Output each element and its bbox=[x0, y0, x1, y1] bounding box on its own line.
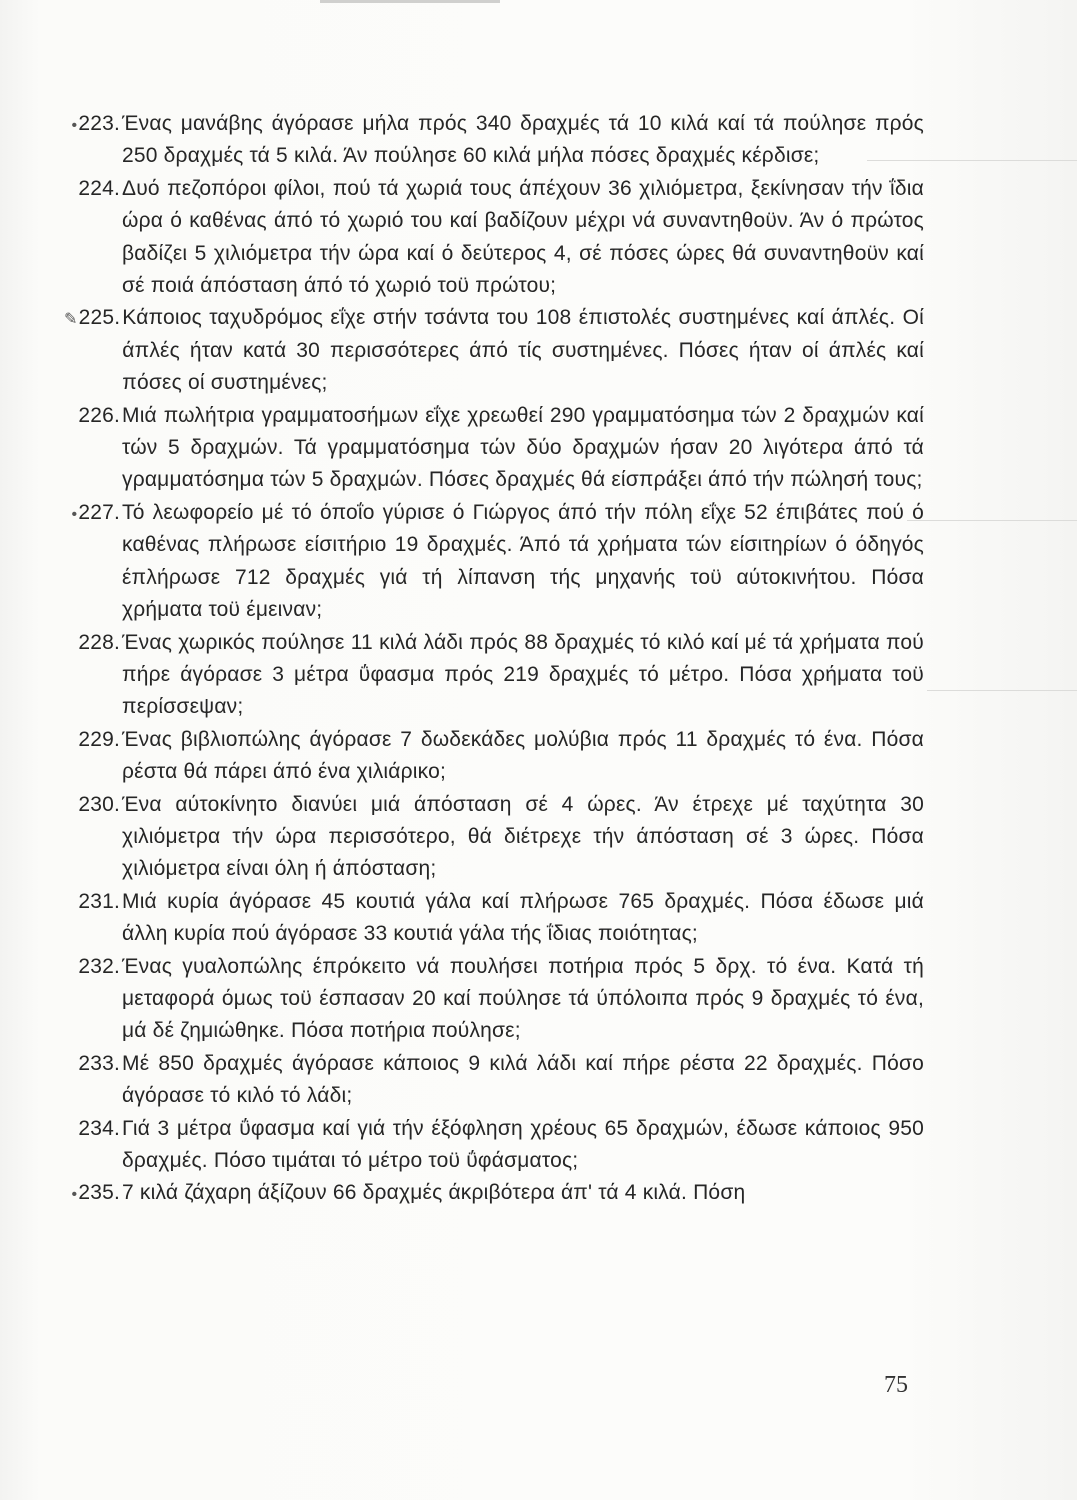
problem-number: •227. bbox=[71, 500, 120, 524]
problem-232 bbox=[64, 951, 924, 1048]
problem-text: 7 κιλά ζάχαρη άξίζουν 66 δραχμές άκριβότερα άπ' τά 4 κιλά. Πόση bbox=[122, 1181, 746, 1205]
problem-text: Δυό πεζοπόροι φίλοι, πού τά χωριά τους άπέχουν 36 χιλιόμετρα, ξεκίνησαν τήν ΐδια ώρα ό καθένας άπό τό χωριό του καί βαδίζουν μέχρι νά συναντηθοϋν. Άν ό πρώτος βαδίζει 5 χιλιόμετρα τήν ώρα καί ό δεύτερος 4, σέ πόσες ώρες θά συναντηθοϋν καί σέ ποιά άπόσταση άπό τό χωριό τοϋ πρώτου; bbox=[122, 176, 924, 298]
problem-number: 232. bbox=[78, 954, 120, 978]
page-top-edge bbox=[320, 0, 500, 3]
bleed-through-line bbox=[927, 690, 1077, 691]
problem-number: •223. bbox=[71, 112, 120, 135]
problem-234 bbox=[64, 1113, 924, 1178]
problem-228 bbox=[64, 627, 924, 724]
margin-mark-icon: • bbox=[71, 505, 78, 523]
problem-text: Κάποιος ταχυδρόμος εΐχε στήν τσάντα του 108 έπιστολές συστημένες καί άπλές. Οί άπλές ήταν κατά 30 περισσότερες άπό τίς συστημένες. Πόσες ήταν οί άπλές καί πόσες οί συστημένες; bbox=[122, 306, 924, 395]
problem-number: 231. bbox=[78, 889, 120, 913]
problem-number: 228. bbox=[78, 630, 120, 654]
margin-mark-icon: • bbox=[71, 1186, 78, 1204]
margin-mark-icon: ✎ bbox=[64, 311, 78, 329]
problem-235 bbox=[64, 1177, 924, 1211]
problem-text: Ένας χωρικός πούλησε 11 κιλά λάδι πρός 88 δραχμές τό κιλό καί μέ τά χρήματα πού πήρε άγόρασε 3 μέτρα ΰφασμα πρός 219 δραχμές τό μέτρο. Πόσα χρήματα τοϋ περίσσεψαν; bbox=[122, 630, 924, 719]
problem-number: 226. bbox=[78, 403, 120, 427]
problem-223 bbox=[64, 108, 924, 173]
problem-number: 229. bbox=[78, 727, 120, 751]
problem-229 bbox=[64, 724, 924, 789]
problem-number: 233. bbox=[78, 1051, 120, 1075]
problem-number: 234. bbox=[78, 1116, 120, 1140]
problem-text: Γιά 3 μέτρα ΰφασμα καί γιά τήν έξόφληση χρέους 65 δραχμών, έδωσε κάποιος 950 δραχμές. Πόσο τιμάται τό μέτρο τοϋ ΰφάσματος; bbox=[122, 1116, 924, 1172]
problem-230 bbox=[64, 789, 924, 886]
problem-text: Τό λεωφορείο μέ τό όποΐο γύρισε ό Γιώργος άπό τήν πόλη εΐχε 52 έπιβάτες πού ό καθένας πλήρωσε είσιτήριο 19 δραχμές. Άπό τά χρήματα τών είσιτηρίων ό όδηγός έπλήρωσε 712 δραχμές γιά τή λίπανση τής μηχανής τοϋ αύτοκινήτου. Πόσα χρήματα τοϋ έμειναν; bbox=[122, 500, 924, 622]
problem-text: Ένας γυαλοπώλης έπρόκειτο νά πουλήσει ποτήρια πρός 5 δρχ. τό ένα. Κατά τή μεταφορά όμως τοϋ έσπασαν 20 καί πούλησε τά ύπόλοιπα πρός 9 δραχμές τό ένα, μά δέ ζημιώθηκε. Πόσα ποτήρια πούλησε; bbox=[122, 954, 924, 1043]
problem-text: Μιά πωλήτρια γραμματοσήμων εΐχε χρεωθεί 290 γραμματόσημα τών 2 δραχμών καί τών 5 δραχμών. Τά γραμματόσημα τών δύο δραχμών ήσαν 20 λιγότερα άπό τά γραμματόσημα τών 5 δραχμών. Πόσες δραχμές θά είσπράξει άπό τήν πώλησή τους; bbox=[122, 403, 924, 492]
problem-227 bbox=[64, 497, 924, 627]
problem-233 bbox=[64, 1048, 924, 1113]
problem-text: Ένα αύτοκίνητο διανύει μιά άπόσταση σέ 4 ώρες. Άν έτρεχε μέ ταχύτητα 30 χιλιόμετρα τήν ώρα περισσότερο, θά διέτρεχε τήν άπόσταση σέ 3 ώρες. Πόσα χιλιόμετρα είναι όλη ή άπόσταση; bbox=[122, 792, 924, 881]
problem-224 bbox=[64, 173, 924, 303]
page-number: 75 bbox=[884, 1372, 908, 1398]
problem-number: 224. bbox=[78, 176, 120, 200]
problem-text: Ένας βιβλιοπώλης άγόρασε 7 δωδεκάδες μολύβια πρός 11 δραχμές τό ένα. Πόσα ρέστα θά πάρει άπό ένα χιλιάρικο; bbox=[122, 727, 924, 784]
problem-225 bbox=[64, 302, 924, 399]
problem-number: ✎225. bbox=[64, 306, 121, 330]
problem-list bbox=[64, 108, 924, 1212]
problem-text: Μέ 850 δραχμές άγόρασε κάποιος 9 κιλά λάδι καί πήρε ρέστα 22 δραχμές. Πόσο άγόρασε τό κιλό τό λάδι; bbox=[122, 1051, 924, 1108]
bleed-through-line bbox=[907, 520, 1077, 521]
problem-text: Μιά κυρία άγόρασε 45 κουτιά γάλα καί πλήρωσε 765 δραχμές. Πόσα έδωσε μιά άλλη κυρία πού άγόρασε 33 κουτιά γάλα τής ΐδιας ποιότητας; bbox=[122, 889, 924, 946]
problem-number: 230. bbox=[78, 792, 120, 816]
problem-226 bbox=[64, 400, 924, 497]
problem-number: •235. bbox=[71, 1181, 120, 1205]
problem-231 bbox=[64, 886, 924, 951]
problem-text: Ένας μανάβης άγόρασε μήλα πρός 340 δραχμές τά 10 κιλά καί τά πούλησε πρός 250 δραχμές τά 5 κιλά. Άν πούλησε 60 κιλά μήλα πόσες δραχμές κέρδισε; bbox=[122, 112, 924, 168]
margin-mark-icon: • bbox=[71, 117, 78, 134]
